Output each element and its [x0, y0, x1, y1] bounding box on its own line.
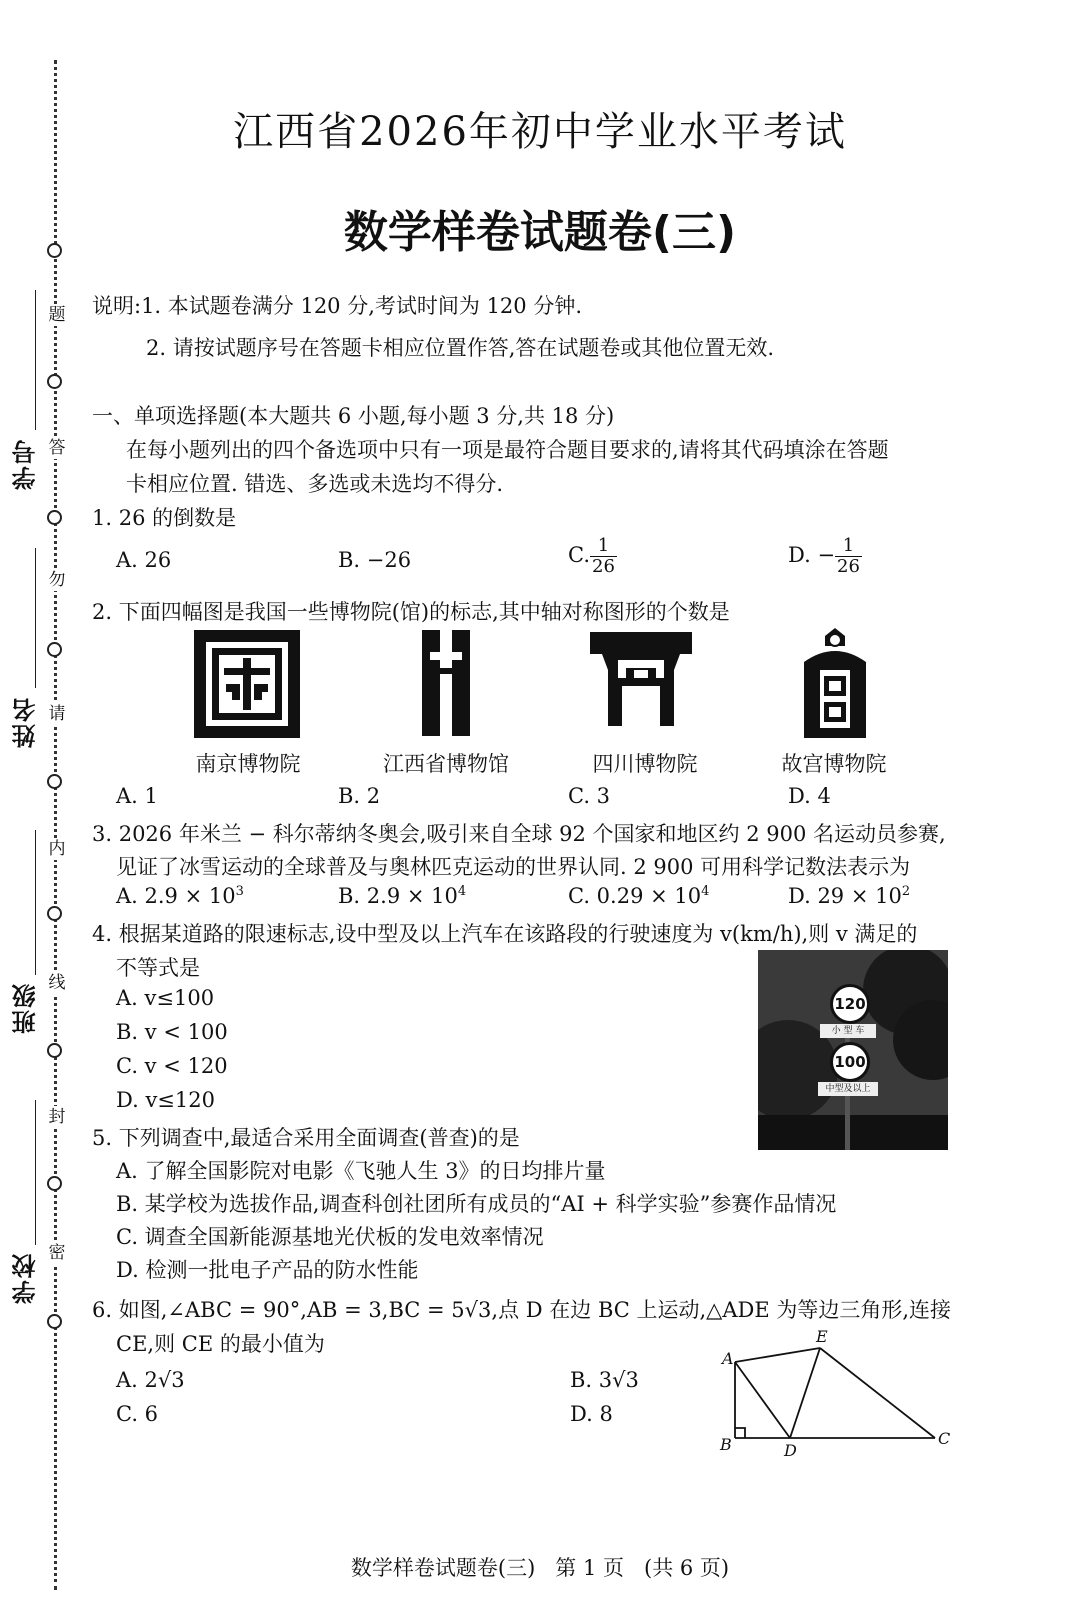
q5-option-b: B. 某学校为选拔作品,调查科创社团所有成员的“AI + 科学实验”参赛作品情况 — [116, 1192, 837, 1216]
binding-char: 请 — [44, 703, 70, 725]
binding-hole — [47, 1176, 62, 1191]
q4-option-c: C. v < 120 — [116, 1054, 228, 1078]
binding-char: 答 — [44, 437, 70, 459]
q4-option-d: D. v≤120 — [116, 1088, 215, 1112]
point-label-a: A — [722, 1349, 734, 1368]
binding-char: 题 — [44, 304, 70, 326]
instructions-line-2: 2. 请按试题序号在答题卡相应位置作答,答在试题卷或其他位置无效. — [146, 336, 775, 360]
q2-option-a: A. 1 — [116, 784, 158, 808]
q5-option-a: A. 了解全国影院对电影《飞驰人生 3》的日均排片量 — [116, 1159, 606, 1183]
point-label-e: E — [816, 1327, 828, 1346]
binding-char: 密 — [44, 1242, 70, 1264]
q5-option-c: C. 调查全国新能源基地光伏板的发电效率情况 — [116, 1225, 544, 1249]
q5-stem: 5. 下列调查中,最适合采用全面调查(普查)的是 — [92, 1126, 520, 1150]
sichuan-museum-logo — [590, 630, 692, 728]
q4-option-b: B. v < 100 — [116, 1020, 228, 1044]
binding-hole — [47, 510, 62, 525]
jiangxi-museum-logo — [418, 628, 474, 738]
binding-char: 封 — [44, 1106, 70, 1128]
paper-title: 数学样卷试题卷(三) — [343, 207, 737, 258]
binding-char: 内 — [44, 838, 70, 860]
point-label-c: C — [938, 1429, 951, 1448]
q6-option-c: C. 6 — [116, 1402, 159, 1426]
speed-limit-photo — [758, 950, 948, 1150]
nanjing-museum-logo — [192, 628, 302, 740]
section-desc-line-1: 在每小题列出的四个备选项中只有一项是最符合题目要求的,请将其代码填涂在答题 — [126, 438, 889, 462]
q1-option-d: D. − $\frac{1}{26}$ — [788, 535, 860, 577]
binding-hole — [47, 906, 62, 921]
school-field[interactable]: 学校 — [8, 1100, 44, 1310]
page-footer: 数学样卷试题卷(三) 第 1 页 (共 6 页) — [350, 1556, 730, 1580]
palace-museum-logo — [800, 628, 870, 738]
binding-dotted-line — [54, 60, 57, 1590]
q6-triangle-figure — [710, 1322, 960, 1462]
instructions-line-1: 说明:1. 本试题卷满分 120 分,考试时间为 120 分钟. — [92, 294, 583, 318]
speed-sign-bottom-label: 中型及以上 — [818, 1082, 878, 1096]
section-desc-line-2: 卡相应位置. 错选、多选或未选均不得分. — [126, 472, 504, 496]
speed-sign-top: 120 — [830, 984, 870, 1024]
student-name-field[interactable]: 姓名 — [8, 548, 44, 758]
q6-stem-line-1: 6. 如图,∠ABC = 90°,AB = 3,BC = 5√3,点 D 在边 BC 上运动,△ADE 为等边三角形,连接 — [92, 1298, 952, 1322]
binding-hole — [47, 1043, 62, 1058]
q5-option-d: D. 检测一批电子产品的防水性能 — [116, 1258, 419, 1282]
q4-stem-line-2: 不等式是 — [116, 956, 200, 980]
q4-stem-line-1: 4. 根据某道路的限速标志,设中型及以上汽车在该路段的行驶速度为 v(km/h),则 v 满足的 — [92, 922, 918, 946]
q3-stem-line-1: 3. 2026 年米兰 − 科尔蒂纳冬奥会,吸引来自全球 92 个国家和地区约 2 900 名运动员参赛, — [92, 822, 946, 846]
q3-option-c: C. $0.29 \times 10^4$ — [568, 884, 710, 908]
q3-option-d: D. $29 \times 10^2$ — [788, 884, 911, 908]
q2-stem: 2. 下面四幅图是我国一些博物院(馆)的标志,其中轴对称图形的个数是 — [92, 600, 730, 624]
q6-option-d: D. 8 — [570, 1402, 613, 1426]
q6-option-a: A. 2√3 — [116, 1368, 185, 1392]
binding-hole — [47, 374, 62, 389]
q4-option-a: A. v≤100 — [116, 986, 215, 1010]
speed-sign-top-label: 小 型 车 — [820, 1024, 876, 1038]
q1-option-b: B. −26 — [338, 548, 412, 572]
point-label-b: B — [720, 1435, 732, 1454]
point-label-d: D — [784, 1441, 797, 1460]
q1-option-a: A. 26 — [116, 548, 172, 572]
q2-option-c: C. 3 — [568, 784, 611, 808]
logo-caption-jiangxi: 江西省博物馆 — [383, 752, 509, 776]
q3-stem-line-2: 见证了冰雪运动的全球普及与奥林匹克运动的世界认同. 2 900 可用科学记数法表示为 — [116, 855, 911, 879]
class-field[interactable]: 班级 — [8, 830, 44, 1040]
logo-caption-sichuan: 四川博物院 — [592, 752, 698, 776]
exam-title: 江西省2026年初中学业水平考试 — [233, 109, 847, 155]
q6-option-b: B. 3√3 — [570, 1368, 639, 1392]
binding-char: 线 — [44, 972, 70, 994]
logo-caption-nanjing: 南京博物院 — [195, 752, 301, 776]
student-id-field[interactable]: 学号 — [8, 290, 44, 500]
binding-hole — [47, 642, 62, 657]
section-heading: 一、单项选择题(本大题共 6 小题,每小题 3 分,共 18 分) — [92, 404, 615, 428]
binding-hole — [47, 1314, 62, 1329]
q6-stem-line-2: CE,则 CE 的最小值为 — [116, 1332, 325, 1356]
binding-hole — [47, 774, 62, 789]
binding-char: 勿 — [44, 569, 70, 591]
q1-stem: 1. 26 的倒数是 — [92, 506, 237, 530]
q2-option-d: D. 4 — [788, 784, 831, 808]
q2-option-b: B. 2 — [338, 784, 381, 808]
q3-option-b: B. $2.9 \times 10^4$ — [338, 884, 467, 908]
q3-option-a: A. $2.9 \times 10^3$ — [116, 884, 244, 908]
speed-sign-bottom: 100 — [830, 1042, 870, 1082]
logo-caption-palace: 故宫博物院 — [781, 752, 887, 776]
q1-option-c: C. $\frac{1}{26}$ — [568, 535, 615, 577]
